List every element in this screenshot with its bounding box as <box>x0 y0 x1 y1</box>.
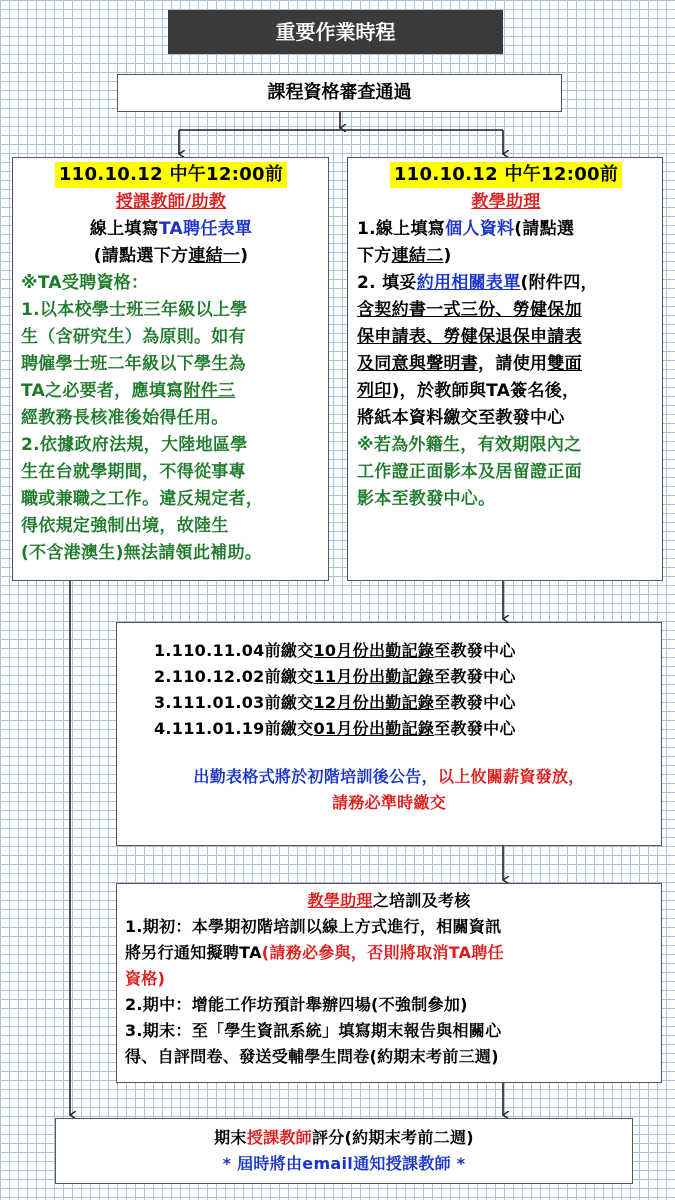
attendance-item: 4.111.01.19前繳交01月份出勤記錄至教發中心 <box>154 719 516 738</box>
link-one[interactable]: 連結一 <box>188 246 241 266</box>
qual2-line: 生在台就學期間，不得從事專 <box>21 462 246 482</box>
page-title: 重要作業時程 <box>168 10 503 54</box>
fill-prefix: 線上填寫 <box>89 219 159 239</box>
personal-data-link[interactable]: 個人資料 <box>445 219 515 239</box>
step2-text: (附件四， <box>520 273 598 293</box>
step2-text: 列印 <box>357 381 392 401</box>
deadline-reminder: 請務必準時繳交 <box>331 793 447 812</box>
step1-text: (請點選 <box>514 219 575 239</box>
teaching-assistant-box <box>347 157 663 581</box>
salary-note: 以上攸關薪資發放， <box>437 767 585 786</box>
step2-text: )，於教師與TA簽名後， <box>391 381 580 401</box>
qual2-line: 2.依據政府法規，大陸地區學 <box>21 435 248 455</box>
step-course-approved: 課程資格審查通過 <box>117 74 562 112</box>
link-two[interactable]: 連結二 <box>391 246 444 266</box>
training-phase: 得、自評問卷、發送受輔學生問卷(約期末考前三週) <box>125 1047 499 1066</box>
training-phase: 3.期末：至「學生資訊系統」填寫期末報告與相關心 <box>125 1021 502 1040</box>
attachment-three: 附件三 <box>183 381 236 401</box>
step2-text: 雙面 <box>547 354 582 374</box>
instructor-label: 授課教師 <box>246 1128 312 1147</box>
qual1-line: 經教務長核准後始得任用。 <box>21 408 229 428</box>
contract-forms-link[interactable]: 約用相關表單 <box>416 273 521 293</box>
step2-text: ，請使用 <box>478 354 548 374</box>
click-instruction: (請點選下方 <box>93 246 189 266</box>
qual1-line: TA之必要者，應填寫 <box>21 381 184 401</box>
step2-text: 保申請表、勞健保退保申請表 <box>357 327 582 347</box>
step2-text: 含契約書一式三份、勞健保加 <box>357 300 582 320</box>
attendance-item: 1.110.11.04前繳交10月份出勤記錄至教發中心 <box>154 641 516 660</box>
mandatory-note: 資格) <box>125 969 166 988</box>
format-note: 出勤表格式將於初階培訓後公告， <box>193 767 438 786</box>
final-grading-box <box>55 1118 633 1184</box>
ta-form-link[interactable]: TA聘任表單 <box>158 219 253 239</box>
attendance-item: 3.111.01.03前繳交12月份出勤記錄至教發中心 <box>154 693 516 712</box>
role-label: 授課教師/助教 <box>115 192 227 212</box>
mandatory-note: (請務必參與，否則將取消TA聘任 <box>261 943 504 962</box>
training-phase: 將另行通知擬聘TA <box>125 943 262 962</box>
qual1-line: 1.以本校學士班三年級以上學 <box>21 300 248 320</box>
qual1-line: 聘僱學士班二年級以下學生為 <box>21 354 246 374</box>
qual2-line: (不含港澳生)無法請領此補助。 <box>21 543 263 563</box>
qual2-line: 職或兼職之工作。違反規定者， <box>21 489 264 509</box>
instructor-ta-box <box>12 157 329 581</box>
training-phase: 2.期中：增能工作坊預計舉辦四場(不強制參加) <box>125 995 468 1014</box>
final-text: 期末 <box>214 1128 247 1147</box>
final-text: 評分(約期末考前二週) <box>311 1128 474 1147</box>
attendance-box <box>116 622 662 846</box>
training-heading: 之培訓及考核 <box>372 891 471 910</box>
step2-text: 2. 填妥 <box>357 273 417 293</box>
training-phase: 1.期初：本學期初階培訓以線上方式進行，相關資訊 <box>125 917 502 936</box>
foreign-note: ※若為外籍生，有效期限內之 <box>357 435 582 455</box>
role-label: 教學助理 <box>471 192 541 212</box>
qualification-heading: ※TA受聘資格： <box>21 273 149 293</box>
training-box <box>116 883 662 1083</box>
deadline-date: 110.10.12 中午12:00前 <box>390 162 622 188</box>
attendance-item: 2.110.12.02前繳交11月份出勤記錄至教發中心 <box>154 667 516 686</box>
foreign-note: 影本至教發中心。 <box>357 489 496 509</box>
paren-close: ) <box>240 246 249 266</box>
step1-text: 下方 <box>357 246 392 266</box>
step1-text: ) <box>443 246 452 266</box>
step2-text: 將紙本資料繳交至教發中心 <box>357 408 565 428</box>
step2-text: 及同意與聲明書 <box>357 354 479 374</box>
training-heading-role: 教學助理 <box>307 891 373 910</box>
deadline-date: 110.10.12 中午12:00前 <box>55 162 287 188</box>
email-notice: * 屆時將由email通知授課教師 * <box>222 1154 466 1173</box>
foreign-note: 工作證正面影本及居留證正面 <box>357 462 582 482</box>
qual2-line: 得依規定強制出境，故陸生 <box>21 516 229 536</box>
qual1-line: 生（含研究生）為原則。如有 <box>21 327 246 347</box>
step1-text: 1.線上填寫 <box>357 219 446 239</box>
